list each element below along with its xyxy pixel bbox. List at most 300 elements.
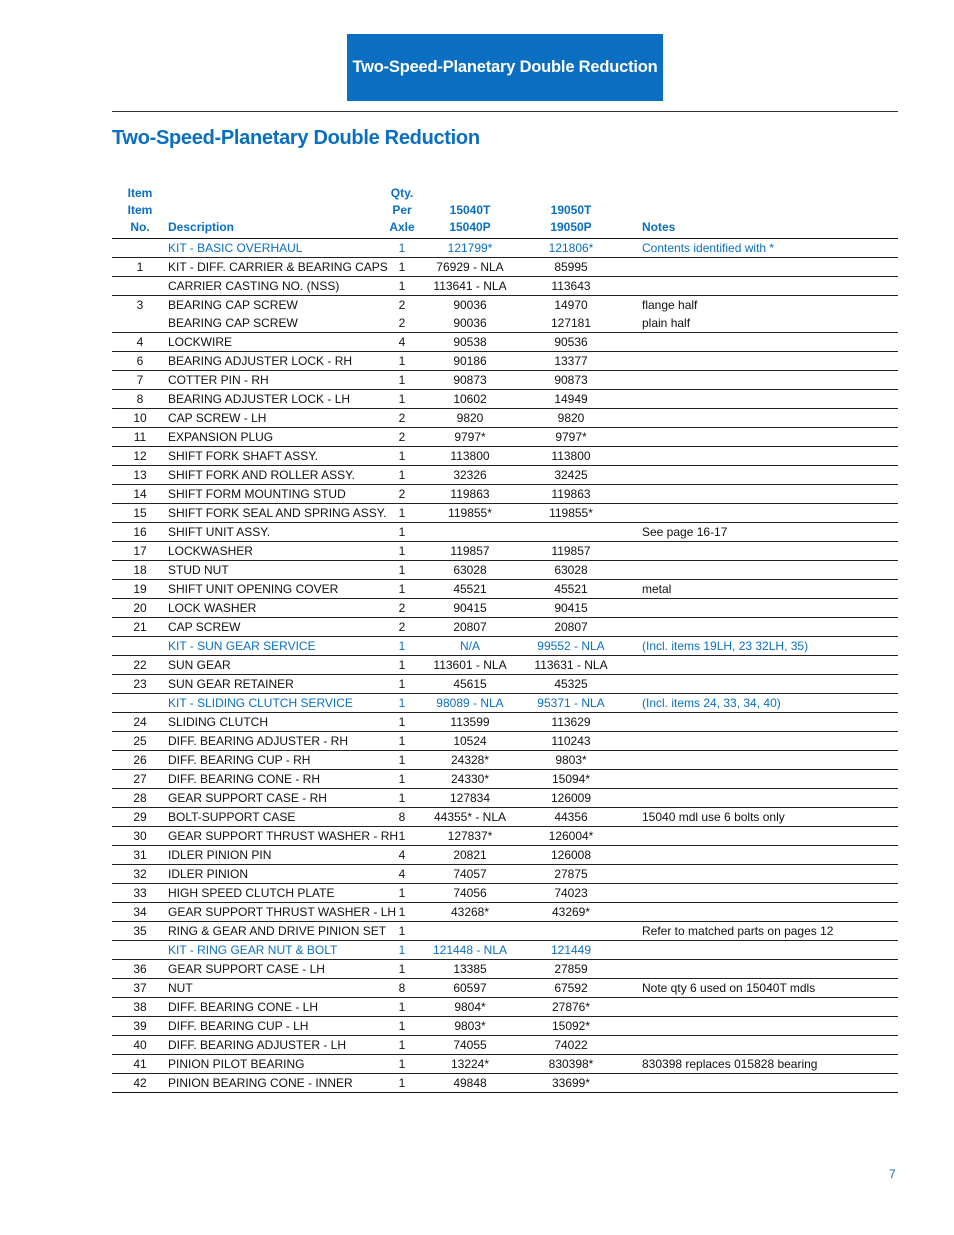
cell-quantity: 1 — [376, 352, 428, 371]
cell-description: BOLT-SUPPORT CASE — [168, 808, 376, 827]
cell-part-15040: 121799* — [428, 239, 512, 258]
cell-part-15040: 10524 — [428, 732, 512, 751]
cell-item-number: 29 — [112, 808, 168, 827]
cell-part-15040: 60597 — [428, 979, 512, 998]
cell-part-19050: 9797* — [512, 428, 630, 447]
header-item-line2: Item — [127, 203, 153, 217]
header-item-line3: No. — [130, 220, 150, 234]
cell-part-15040: 113800 — [428, 447, 512, 466]
cell-item-number: 16 — [112, 523, 168, 542]
cell-quantity: 2 — [376, 618, 428, 637]
cell-part-19050: 90415 — [512, 599, 630, 618]
cell-quantity: 1 — [376, 1017, 428, 1036]
cell-part-15040: 90873 — [428, 371, 512, 390]
cell-part-15040: 20821 — [428, 846, 512, 865]
cell-notes: Note qty 6 used on 15040T mdls — [630, 979, 898, 998]
cell-quantity: 1 — [376, 675, 428, 694]
banner-title: Two-Speed-Planetary Double Reduction — [352, 58, 658, 76]
cell-part-15040: 24328* — [428, 751, 512, 770]
cell-notes — [630, 542, 898, 561]
header-model-15040-line2: 15040P — [449, 220, 491, 234]
cell-quantity: 1 — [376, 694, 428, 713]
cell-part-19050: 119863 — [512, 485, 630, 504]
cell-notes: Refer to matched parts on pages 12 — [630, 922, 898, 941]
cell-item-number: 39 — [112, 1017, 168, 1036]
table-row — [112, 827, 898, 846]
table-row — [112, 561, 898, 580]
cell-notes — [630, 618, 898, 637]
kit-row — [112, 239, 898, 258]
cell-description: SUN GEAR — [168, 656, 376, 675]
cell-part-15040 — [428, 922, 512, 941]
cell-notes — [630, 485, 898, 504]
cell-part-19050: 9803* — [512, 751, 630, 770]
cell-description: DIFF. BEARING CONE - RH — [168, 770, 376, 789]
cell-part-15040: 127837* — [428, 827, 512, 846]
table-row — [112, 599, 898, 618]
cell-part-15040: 45521 — [428, 580, 512, 599]
cell-notes: plain half — [630, 314, 898, 333]
cell-notes — [630, 751, 898, 770]
cell-item-number: 12 — [112, 447, 168, 466]
cell-quantity: 4 — [376, 846, 428, 865]
cell-item-number: 32 — [112, 865, 168, 884]
header-model-15040-line1: 15040T — [449, 203, 491, 217]
header-qty — [376, 185, 428, 239]
cell-quantity: 1 — [376, 277, 428, 296]
cell-part-15040: 121448 - NLA — [428, 941, 512, 960]
cell-notes: (Incl. items 24, 33, 34, 40) — [630, 694, 898, 713]
header-model-19050 — [512, 185, 630, 239]
cell-notes — [630, 371, 898, 390]
cell-part-19050: 119855* — [512, 504, 630, 523]
cell-part-19050: 14949 — [512, 390, 630, 409]
cell-item-number: 22 — [112, 656, 168, 675]
cell-description: BEARING CAP SCREW — [168, 298, 298, 312]
cell-part-19050: 95371 - NLA — [512, 694, 630, 713]
cell-part-19050 — [512, 523, 630, 542]
cell-quantity: 1 — [376, 504, 428, 523]
cell-part-19050: 74023 — [512, 884, 630, 903]
cell-notes: (Incl. items 19LH, 23 32LH, 35) — [630, 637, 898, 656]
cell-description: SHIFT FORK SEAL AND SPRING ASSY. — [168, 504, 376, 523]
cell-notes — [630, 675, 898, 694]
cell-part-19050: 126009 — [512, 789, 630, 808]
cell-description: SLIDING CLUTCH — [168, 713, 376, 732]
cell-item-number — [112, 239, 168, 258]
table-row — [112, 447, 898, 466]
table-row — [112, 1055, 898, 1074]
cell-notes: 830398 replaces 015828 bearing — [630, 1055, 898, 1074]
kit-row — [112, 941, 898, 960]
page-title: Two-Speed-Planetary Double Reduction — [112, 127, 480, 149]
cell-part-15040: 98089 - NLA — [428, 694, 512, 713]
cell-description: RING & GEAR AND DRIVE PINION SET — [168, 922, 376, 941]
table-row — [112, 277, 898, 296]
cell-part-15040: 74057 — [428, 865, 512, 884]
cell-description: BEARING ADJUSTER LOCK - LH — [168, 390, 376, 409]
cell-notes — [630, 827, 898, 846]
cell-part-19050: 15092* — [512, 1017, 630, 1036]
cell-description: DIFF. BEARING CUP - LH — [168, 1017, 376, 1036]
table-row — [112, 296, 898, 315]
cell-part-19050: 9820 — [512, 409, 630, 428]
cell-part-19050: 121449 — [512, 941, 630, 960]
cell-quantity: 1 — [376, 998, 428, 1017]
cell-quantity: 2 — [376, 428, 428, 447]
cell-description: DIFF. BEARING ADJUSTER - LH — [168, 1036, 376, 1055]
table-row — [112, 466, 898, 485]
cell-quantity: 1 — [376, 1055, 428, 1074]
cell-notes: 15040 mdl use 6 bolts only — [630, 808, 898, 827]
cell-description: LOCKWIRE — [168, 333, 376, 352]
table-row — [112, 903, 898, 922]
cell-item-number: 13 — [112, 466, 168, 485]
cell-description: HIGH SPEED CLUTCH PLATE — [168, 884, 376, 903]
cell-quantity: 1 — [376, 542, 428, 561]
cell-part-19050: 126008 — [512, 846, 630, 865]
cell-description: SUN GEAR RETAINER — [168, 675, 376, 694]
cell-quantity: 1 — [376, 258, 428, 277]
cell-description: SHIFT FORM MOUNTING STUD — [168, 485, 376, 504]
table-row — [112, 542, 898, 561]
cell-part-15040: 10602 — [428, 390, 512, 409]
cell-notes — [630, 998, 898, 1017]
header-model-15040 — [428, 185, 512, 239]
header-item-no — [112, 185, 168, 239]
cell-part-19050: 45325 — [512, 675, 630, 694]
cell-description: CAP SCREW — [168, 618, 376, 637]
cell-part-19050: 45521 — [512, 580, 630, 599]
cell-part-15040: 90415 — [428, 599, 512, 618]
table-row — [112, 523, 898, 542]
cell-item-number: 18 — [112, 561, 168, 580]
cell-part-15040: 43268* — [428, 903, 512, 922]
cell-part-15040: 119855* — [428, 504, 512, 523]
cell-item-number: 33 — [112, 884, 168, 903]
cell-part-19050: 27859 — [512, 960, 630, 979]
table-row — [112, 409, 898, 428]
cell-part-15040: 119857 — [428, 542, 512, 561]
cell-part-15040: 13385 — [428, 960, 512, 979]
cell-description: SHIFT FORK SHAFT ASSY. — [168, 447, 376, 466]
cell-part-15040: 32326 — [428, 466, 512, 485]
cell-quantity: 1 — [376, 827, 428, 846]
cell-description: LOCKWASHER — [168, 542, 376, 561]
cell-description: CARRIER CASTING NO. (NSS) — [168, 277, 376, 296]
cell-item-number: 6 — [112, 352, 168, 371]
cell-notes — [630, 770, 898, 789]
cell-quantity: 1 — [376, 239, 428, 258]
cell-description: BEARING CAP SCREW — [168, 314, 376, 333]
cell-quantity: 1 — [376, 713, 428, 732]
cell-notes — [630, 277, 898, 296]
cell-description: DIFF. BEARING ADJUSTER - RH — [168, 732, 376, 751]
table-row — [112, 485, 898, 504]
cell-notes: See page 16-17 — [630, 523, 898, 542]
cell-part-19050: 113631 - NLA — [512, 656, 630, 675]
cell-part-19050: 63028 — [512, 561, 630, 580]
cell-part-15040: 63028 — [428, 561, 512, 580]
cell-notes — [630, 599, 898, 618]
header-qty-line3: Axle — [389, 220, 415, 234]
header-description — [168, 185, 376, 239]
cell-item-number: 17 — [112, 542, 168, 561]
cell-notes — [630, 1074, 898, 1093]
cell-part-15040: 90538 — [428, 333, 512, 352]
cell-quantity: 1 — [376, 447, 428, 466]
cell-part-19050: 85995 — [512, 258, 630, 277]
cell-quantity: 1 — [376, 656, 428, 675]
cell-quantity: 4 — [376, 865, 428, 884]
cell-description: CAP SCREW - LH — [168, 409, 376, 428]
cell-notes — [630, 713, 898, 732]
cell-item-number: 14 — [112, 485, 168, 504]
table-row — [112, 884, 898, 903]
table-row — [112, 371, 898, 390]
cell-part-15040 — [428, 523, 512, 542]
cell-part-19050: 33699* — [512, 1074, 630, 1093]
cell-description: DIFF. BEARING CUP - RH — [168, 751, 376, 770]
cell-item-number: 7 — [112, 371, 168, 390]
table-row — [112, 428, 898, 447]
cell-part-15040: 90036 — [453, 298, 487, 312]
cell-quantity: 1 — [376, 523, 428, 542]
cell-item-number — [112, 314, 168, 333]
table-row — [112, 979, 898, 998]
cell-notes — [630, 409, 898, 428]
kit-row — [112, 637, 898, 656]
cell-part-19050: 13377 — [512, 352, 630, 371]
cell-description: PINION PILOT BEARING — [168, 1055, 376, 1074]
cell-description: SHIFT UNIT OPENING COVER — [168, 580, 376, 599]
table-row — [112, 865, 898, 884]
cell-item-number — [112, 941, 168, 960]
table-row — [112, 1074, 898, 1093]
cell-item-number: 31 — [112, 846, 168, 865]
cell-quantity: 2 — [376, 409, 428, 428]
cell-item-number: 41 — [112, 1055, 168, 1074]
cell-part-19050: 32425 — [512, 466, 630, 485]
cell-notes — [630, 333, 898, 352]
cell-item-number: 10 — [112, 409, 168, 428]
header-model-19050-line1: 19050T — [550, 203, 592, 217]
cell-notes — [630, 846, 898, 865]
cell-item-number: 34 — [112, 903, 168, 922]
table-row — [112, 808, 898, 827]
cell-notes — [630, 428, 898, 447]
cell-item-number — [112, 637, 168, 656]
cell-quantity: 2 — [376, 599, 428, 618]
cell-part-15040: 20807 — [428, 618, 512, 637]
cell-part-19050: 20807 — [512, 618, 630, 637]
cell-notes — [630, 732, 898, 751]
cell-notes — [630, 258, 898, 277]
cell-part-15040: 113641 - NLA — [428, 277, 512, 296]
table-row — [112, 713, 898, 732]
cell-item-number: 1 — [112, 258, 168, 277]
cell-quantity: 1 — [376, 561, 428, 580]
cell-notes — [630, 884, 898, 903]
cell-notes — [630, 390, 898, 409]
table-row — [112, 656, 898, 675]
cell-quantity: 1 — [376, 371, 428, 390]
cell-item-number: 8 — [112, 390, 168, 409]
cell-part-15040: 90036 — [428, 314, 512, 333]
cell-quantity: 1 — [376, 1074, 428, 1093]
table-row — [112, 333, 898, 352]
cell-part-15040: 127834 — [428, 789, 512, 808]
cell-notes — [630, 561, 898, 580]
page-number: 7 — [889, 1167, 896, 1181]
cell-notes — [630, 466, 898, 485]
cell-description: KIT - BASIC OVERHAUL — [168, 239, 376, 258]
cell-description: PINION BEARING CONE - INNER — [168, 1074, 376, 1093]
cell-item-number: 11 — [112, 428, 168, 447]
header-description-label: Description — [168, 220, 235, 234]
cell-item-number: 28 — [112, 789, 168, 808]
cell-notes — [630, 1017, 898, 1036]
cell-item-number: 20 — [112, 599, 168, 618]
cell-part-15040: 113599 — [428, 713, 512, 732]
cell-item-number: 15 — [112, 504, 168, 523]
header-notes — [630, 185, 898, 239]
cell-part-19050: 113643 — [512, 277, 630, 296]
cell-part-19050: 27875 — [512, 865, 630, 884]
cell-part-19050: 15094* — [512, 770, 630, 789]
cell-quantity: 2 — [376, 314, 428, 333]
cell-quantity: 1 — [376, 789, 428, 808]
table-row — [112, 770, 898, 789]
table-row — [112, 390, 898, 409]
cell-part-19050: 127181 — [512, 314, 630, 333]
header-model-19050-line2: 19050P — [550, 220, 592, 234]
kit-row — [112, 694, 898, 713]
cell-part-19050: 113800 — [512, 447, 630, 466]
cell-quantity: 4 — [376, 333, 428, 352]
cell-item-number: 27 — [112, 770, 168, 789]
cell-quantity: 8 — [376, 808, 428, 827]
cell-part-15040: N/A — [428, 637, 512, 656]
cell-part-19050: 44356 — [512, 808, 630, 827]
parts-table — [112, 185, 898, 1093]
cell-quantity: 8 — [376, 979, 428, 998]
header-qty-line2: Per — [392, 203, 412, 217]
cell-item-number — [112, 694, 168, 713]
table-row — [112, 846, 898, 865]
cell-item-number: 37 — [112, 979, 168, 998]
cell-quantity: 1 — [376, 922, 428, 941]
cell-notes: Contents identified with * — [630, 239, 898, 258]
cell-item-number: 36 — [112, 960, 168, 979]
cell-item-number: 35 — [112, 922, 168, 941]
cell-quantity: 1 — [376, 960, 428, 979]
cell-quantity: 1 — [376, 637, 428, 656]
cell-part-15040: 90186 — [428, 352, 512, 371]
cell-notes — [630, 504, 898, 523]
cell-part-19050: 121806* — [512, 239, 630, 258]
cell-notes — [630, 903, 898, 922]
cell-item-number: 4 — [112, 333, 168, 352]
cell-part-19050: 74022 — [512, 1036, 630, 1055]
cell-description: EXPANSION PLUG — [168, 428, 376, 447]
cell-description: KIT - SLIDING CLUTCH SERVICE — [168, 694, 376, 713]
cell-description: BEARING ADJUSTER LOCK - RH — [168, 352, 376, 371]
cell-notes — [630, 960, 898, 979]
cell-part-19050: 119857 — [512, 542, 630, 561]
table-row — [112, 1017, 898, 1036]
table-row — [112, 618, 898, 637]
cell-item-number: 25 — [112, 732, 168, 751]
cell-part-19050: 126004* — [512, 827, 630, 846]
cell-part-19050: 90536 — [512, 333, 630, 352]
cell-item-number: 23 — [112, 675, 168, 694]
cell-notes: metal — [630, 580, 898, 599]
cell-notes — [630, 656, 898, 675]
cell-quantity: 1 — [376, 903, 428, 922]
table-row — [112, 675, 898, 694]
cell-description: GEAR SUPPORT CASE - LH — [168, 960, 376, 979]
table-row — [112, 732, 898, 751]
cell-item-number: 24 — [112, 713, 168, 732]
cell-item-number: 19 — [112, 580, 168, 599]
cell-part-15040: 24330* — [428, 770, 512, 789]
cell-item-number: 42 — [112, 1074, 168, 1093]
cell-part-19050: 90873 — [512, 371, 630, 390]
cell-description: KIT - RING GEAR NUT & BOLT — [168, 941, 376, 960]
cell-notes — [630, 1036, 898, 1055]
cell-description: GEAR SUPPORT THRUST WASHER - LH — [168, 903, 376, 922]
cell-quantity: 1 — [376, 466, 428, 485]
table-row — [112, 960, 898, 979]
cell-description: GEAR SUPPORT CASE - RH — [168, 789, 376, 808]
table-row — [112, 751, 898, 770]
cell-notes — [630, 941, 898, 960]
table-header-row — [112, 185, 898, 239]
cell-notes: flange half — [642, 298, 698, 312]
cell-part-15040: 45615 — [428, 675, 512, 694]
cell-part-15040: 119863 — [428, 485, 512, 504]
cell-item-number: 40 — [112, 1036, 168, 1055]
cell-part-15040: 9803* — [428, 1017, 512, 1036]
cell-description: GEAR SUPPORT THRUST WASHER - RH — [168, 827, 376, 846]
section-banner — [347, 34, 663, 101]
cell-item-number: 3 — [136, 298, 144, 312]
cell-part-19050: 110243 — [512, 732, 630, 751]
header-qty-line1: Qty. — [390, 186, 414, 200]
cell-description: IDLER PINION — [168, 865, 376, 884]
cell-quantity: 1 — [376, 941, 428, 960]
cell-part-19050: 113629 — [512, 713, 630, 732]
cell-item-number: 21 — [112, 618, 168, 637]
cell-part-19050: 830398* — [512, 1055, 630, 1074]
top-divider — [112, 111, 898, 112]
cell-part-15040: 44355* - NLA — [428, 808, 512, 827]
cell-quantity: 2 — [398, 298, 406, 312]
table-row — [112, 580, 898, 599]
header-item-line1: Item — [127, 186, 153, 200]
cell-part-19050: 99552 - NLA — [512, 637, 630, 656]
table-row — [112, 789, 898, 808]
cell-quantity: 1 — [376, 390, 428, 409]
cell-item-number: 30 — [112, 827, 168, 846]
cell-part-19050: 43269* — [512, 903, 630, 922]
table-row — [112, 922, 898, 941]
table-row — [112, 504, 898, 523]
table-row — [112, 314, 898, 333]
cell-part-19050: 27876* — [512, 998, 630, 1017]
cell-description: LOCK WASHER — [168, 599, 376, 618]
